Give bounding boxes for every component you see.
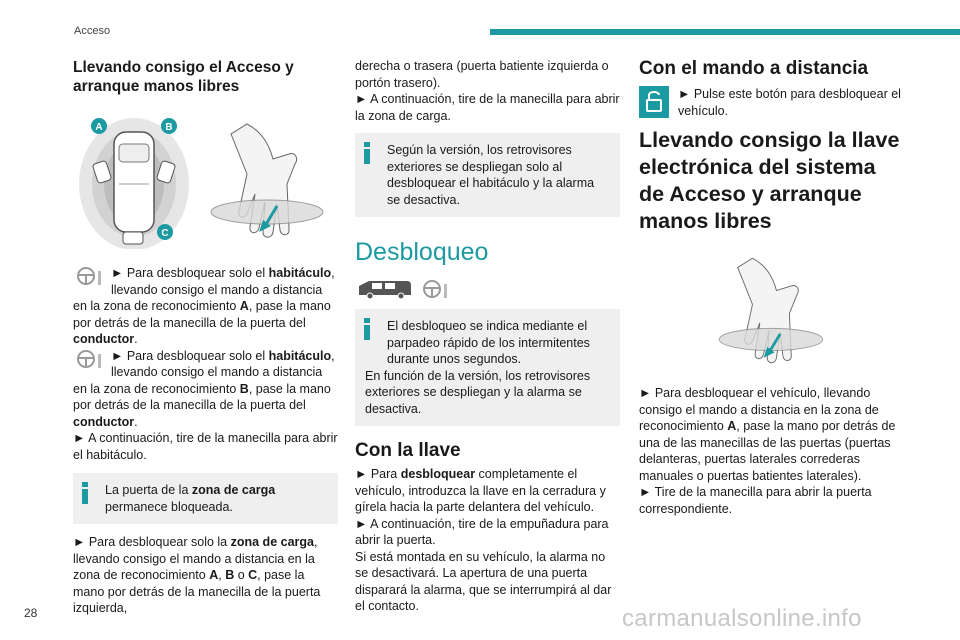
col1-para4: ► Para desbloquear solo la zona de carga, llevando consigo el mando a distancia en la zona de reconocimiento A, B o C, pase la mano por detrás de la manecilla de la puerta izquierda, [73,535,321,615]
col3-para2: ► Para desbloquear el vehículo, llevando consigo el mando a distancia en la zona de reconocimiento A, pase la mano por detrás de una de las manecillas de las puertas (puertas delanteras, puertas laterales correderas manuales o puertas batientes laterales). [639,386,896,483]
col1-para2: ► Para desbloquear solo el habitáculo, llevando consigo el mando a distancia en la zona de reconocimiento B, pase la mano por detrás de la manecilla de la puerta del conductor. [73,348,335,429]
col1-illustrations [73,114,338,249]
info-icon [80,482,90,504]
col1-para3: ► A continuación, tire de la manecilla para abrir el habitáculo. [73,431,338,462]
page-number: 28 [24,606,38,620]
column-3 [639,58,901,517]
unlock-padlock-icon [639,86,669,118]
col2-para1: ► A continuación, tire de la manecilla para abrir la zona de carga. [355,92,620,123]
zone-a-label: A [95,122,103,133]
col2-continuation: derecha o trasera (puerta batiente izquierda o portón trasero). [355,59,609,90]
col2-para3: ► A continuación, tire de la empuñadura para abrir la puerta. [355,516,609,547]
hand-handle-illustration [711,249,829,369]
header-accent-bar [490,29,960,35]
col2-icon-row [355,277,620,301]
info-icon [362,318,372,340]
hand-handle-illustration [207,114,325,244]
col2-infobox-1: Según la versión, los retrovisores exteriores se despliegan solo al desbloquear el habitáculo y la alarma se desactiva. [355,133,620,217]
steering-wheel-icon [419,278,449,300]
car-top-view-zones-illustration [73,114,195,249]
col2-heading-llave: Con la llave [355,440,461,461]
col3-heading-llave: Llevando consigo la llave electrónica del sistema de Acceso y arranque manos libres [639,128,900,233]
steering-wheel-icon [73,348,103,370]
steering-wheel-icon [73,265,103,287]
col3-para3: ► Tire de la manecilla para abrir la puerta correspondiente. [639,485,872,516]
col2-para4: Si está montada en su vehículo, la alarma no se desactivará. La apertura de una puerta disparará la alarma, que se interrumpirá al dar el contacto. [355,549,612,613]
col1-infobox: La puerta de la zona de carga permanece bloqueada. [73,473,338,524]
column-1 [73,58,338,617]
zone-c-label: C [161,228,169,239]
watermark: carmanualsonline.info [622,605,862,632]
section-header: Acceso [74,25,111,37]
col3-para1: ► Pulse este botón para desbloquear el vehículo. [678,87,901,118]
col2-heading-desbloqueo: Desbloqueo [355,238,489,266]
col2-para2: ► Para desbloquear completamente el vehículo, introduzca la llave en la cerradura y gírela hacia la parte delantera del vehículo. [355,467,606,514]
col2-infobox-2: El desbloqueo se indica mediante el parpadeo rápido de los intermitentes durante unos segundos. En función de la versión, los retrovisores exteriores se despliegan y la alarma se desactiva. [355,309,620,426]
info-icon [362,142,372,164]
column-2 [355,58,620,615]
col3-heading-mando: Con el mando a distancia [639,58,869,79]
col1-para1: ► Para desbloquear solo el habitáculo, llevando consigo el mando a distancia en la zona de reconocimiento A, pase la mano por detrás de la manecilla de la puerta del conductor. [73,266,335,346]
van-icon [355,278,415,300]
zone-b-label: B [165,122,173,133]
col1-heading: Llevando consigo el Acceso y arranque manos libres [73,59,294,95]
